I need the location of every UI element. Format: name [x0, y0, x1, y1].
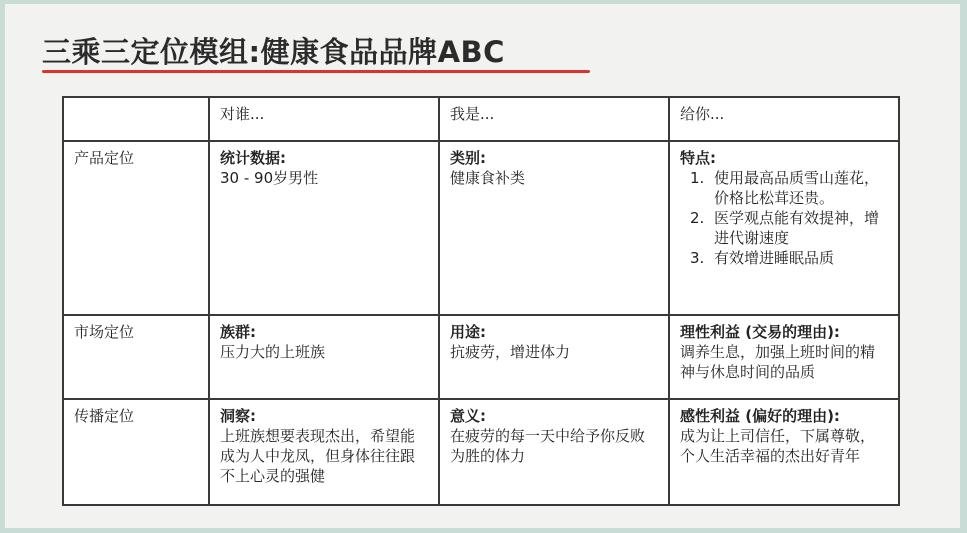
list-text: 有效增进睡眠品质 [714, 249, 835, 267]
table-cell [439, 399, 669, 505]
list-text: 医学观点能有效提神，增进代谢速度 [714, 209, 880, 247]
table-cell [209, 315, 439, 399]
cell-heading: 特点: [680, 149, 716, 167]
row-label: 产品定位 [63, 141, 209, 315]
list-item [680, 168, 888, 208]
list-number: 3. [690, 249, 705, 267]
table-cell [669, 315, 899, 399]
cell-heading: 统计数据: [220, 149, 286, 167]
header-cell-to-whom: 对谁... [209, 97, 439, 141]
table-cell [209, 141, 439, 315]
table-row [63, 399, 899, 505]
list-item [680, 208, 888, 248]
cell-heading: 洞察: [220, 407, 256, 425]
cell-text: 压力大的上班族 [220, 343, 326, 361]
header-cell-empty [63, 97, 209, 141]
cell-text: 上班族想要表现杰出，希望能成为人中龙凤，但身体往往跟不上心灵的强健 [220, 427, 416, 485]
list-number: 1. [690, 169, 705, 187]
positioning-table [62, 96, 900, 506]
header-cell-i-am: 我是... [439, 97, 669, 141]
cell-text: 成为让上司信任，下属尊敬，个人生活幸福的杰出好青年 [680, 427, 876, 465]
feature-list [680, 168, 888, 268]
cell-text: 调养生息，加强上班时间的精神与休息时间的品质 [680, 343, 876, 381]
cell-heading: 类别: [450, 149, 486, 167]
row-label: 市场定位 [63, 315, 209, 399]
list-number: 2. [690, 209, 705, 227]
list-item [680, 248, 888, 268]
row-label: 传播定位 [63, 399, 209, 505]
table-cell [439, 315, 669, 399]
page-title: 三乘三定位模组:健康食品品牌ABC [42, 35, 505, 69]
table-cell [439, 141, 669, 315]
cell-heading: 意义: [450, 407, 486, 425]
cell-text: 抗疲劳，增进体力 [450, 343, 571, 361]
title-underline [42, 70, 590, 73]
cell-text: 健康食补类 [450, 169, 526, 187]
cell-text: 30 - 90岁男性 [220, 169, 319, 187]
cell-heading: 感性利益 (偏好的理由): [680, 407, 840, 425]
table-row [63, 141, 899, 315]
table-row [63, 315, 899, 399]
table-cell [209, 399, 439, 505]
header-cell-give-you: 给你... [669, 97, 899, 141]
cell-heading: 用途: [450, 323, 486, 341]
list-text: 使用最高品质雪山莲花，价格比松茸还贵。 [714, 169, 880, 207]
cell-heading: 理性利益 (交易的理由): [680, 323, 840, 341]
table-cell [669, 399, 899, 505]
cell-text: 在疲劳的每一天中给予你反败为胜的体力 [450, 427, 646, 465]
header-row [63, 97, 899, 141]
cell-heading: 族群: [220, 323, 256, 341]
table-cell [669, 141, 899, 315]
